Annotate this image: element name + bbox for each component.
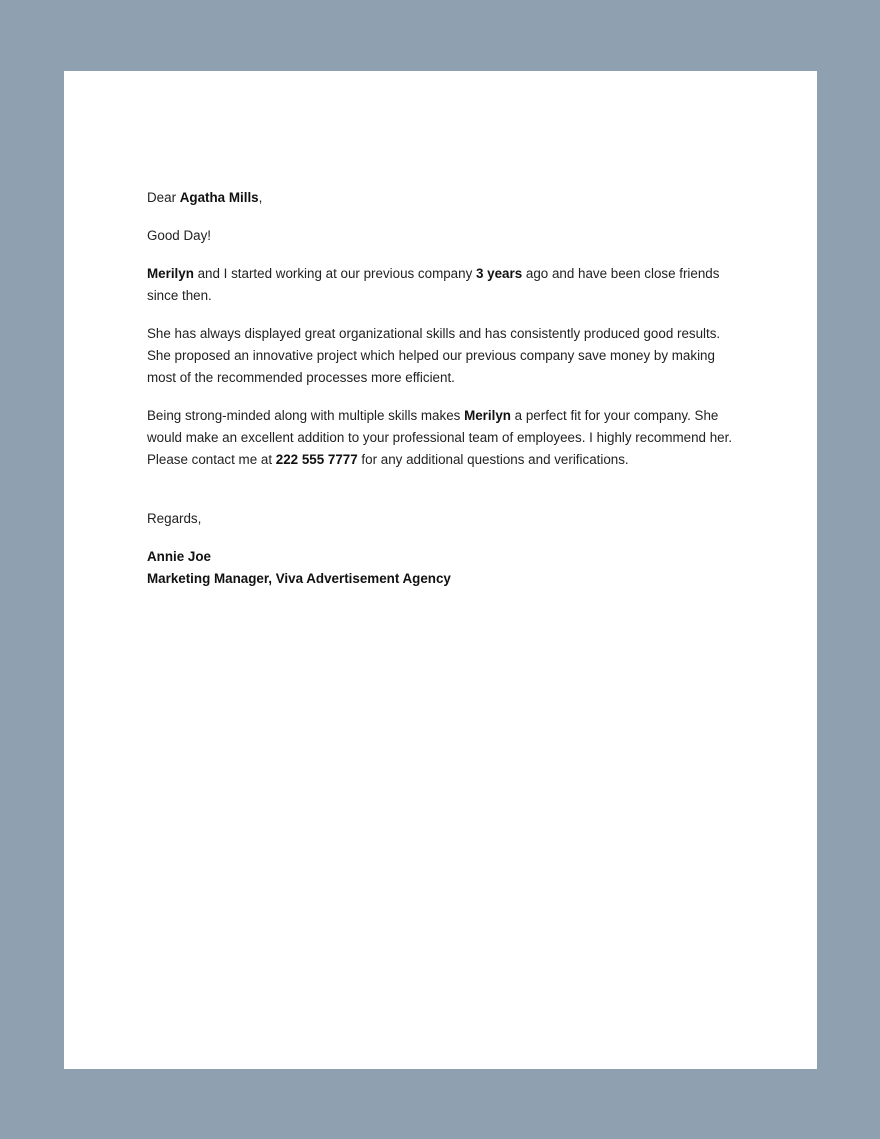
salutation-suffix: , bbox=[258, 190, 263, 205]
paragraph-1-text-b: ago and have been close friends since then. bbox=[147, 266, 720, 303]
paragraph-2: She has always displayed great organizational skills and has consistently produced good results. She proposed an innovative project which helped our previous company save money by making most of the recommended processes more efficient. bbox=[147, 326, 721, 385]
signer-name: Annie Joe bbox=[147, 549, 211, 564]
letter-page bbox=[64, 71, 817, 1069]
friendship-duration: 3 years bbox=[475, 266, 523, 281]
paragraph-3 bbox=[147, 405, 747, 471]
recipient-name: Agatha Mills bbox=[179, 190, 259, 205]
subject-name: Merilyn bbox=[464, 408, 511, 423]
subject-name: Merilyn bbox=[147, 266, 194, 281]
paragraph-3-text-a: Being strong-minded along with multiple skills makes bbox=[147, 408, 465, 423]
signer-title: Marketing Manager, Viva Advertisement Agency bbox=[147, 571, 451, 586]
salutation bbox=[147, 187, 747, 209]
paragraph-1 bbox=[147, 263, 747, 307]
greeting: Good Day! bbox=[147, 228, 212, 243]
signature-block bbox=[147, 546, 747, 590]
paragraph-3-text-c: for any additional questions and verifications. bbox=[357, 452, 629, 467]
contact-phone: 222 555 7777 bbox=[275, 452, 358, 467]
paragraph-1-text-a: and I started working at our previous company bbox=[193, 266, 476, 281]
letter-body bbox=[147, 187, 747, 590]
salutation-prefix: Dear bbox=[147, 190, 180, 205]
paragraph-3-text-b: a perfect fit for your company. She would make an excellent addition to your professional team of employees. I highly recommend her. Please contact me at bbox=[147, 408, 733, 467]
closing: Regards, bbox=[147, 511, 202, 526]
